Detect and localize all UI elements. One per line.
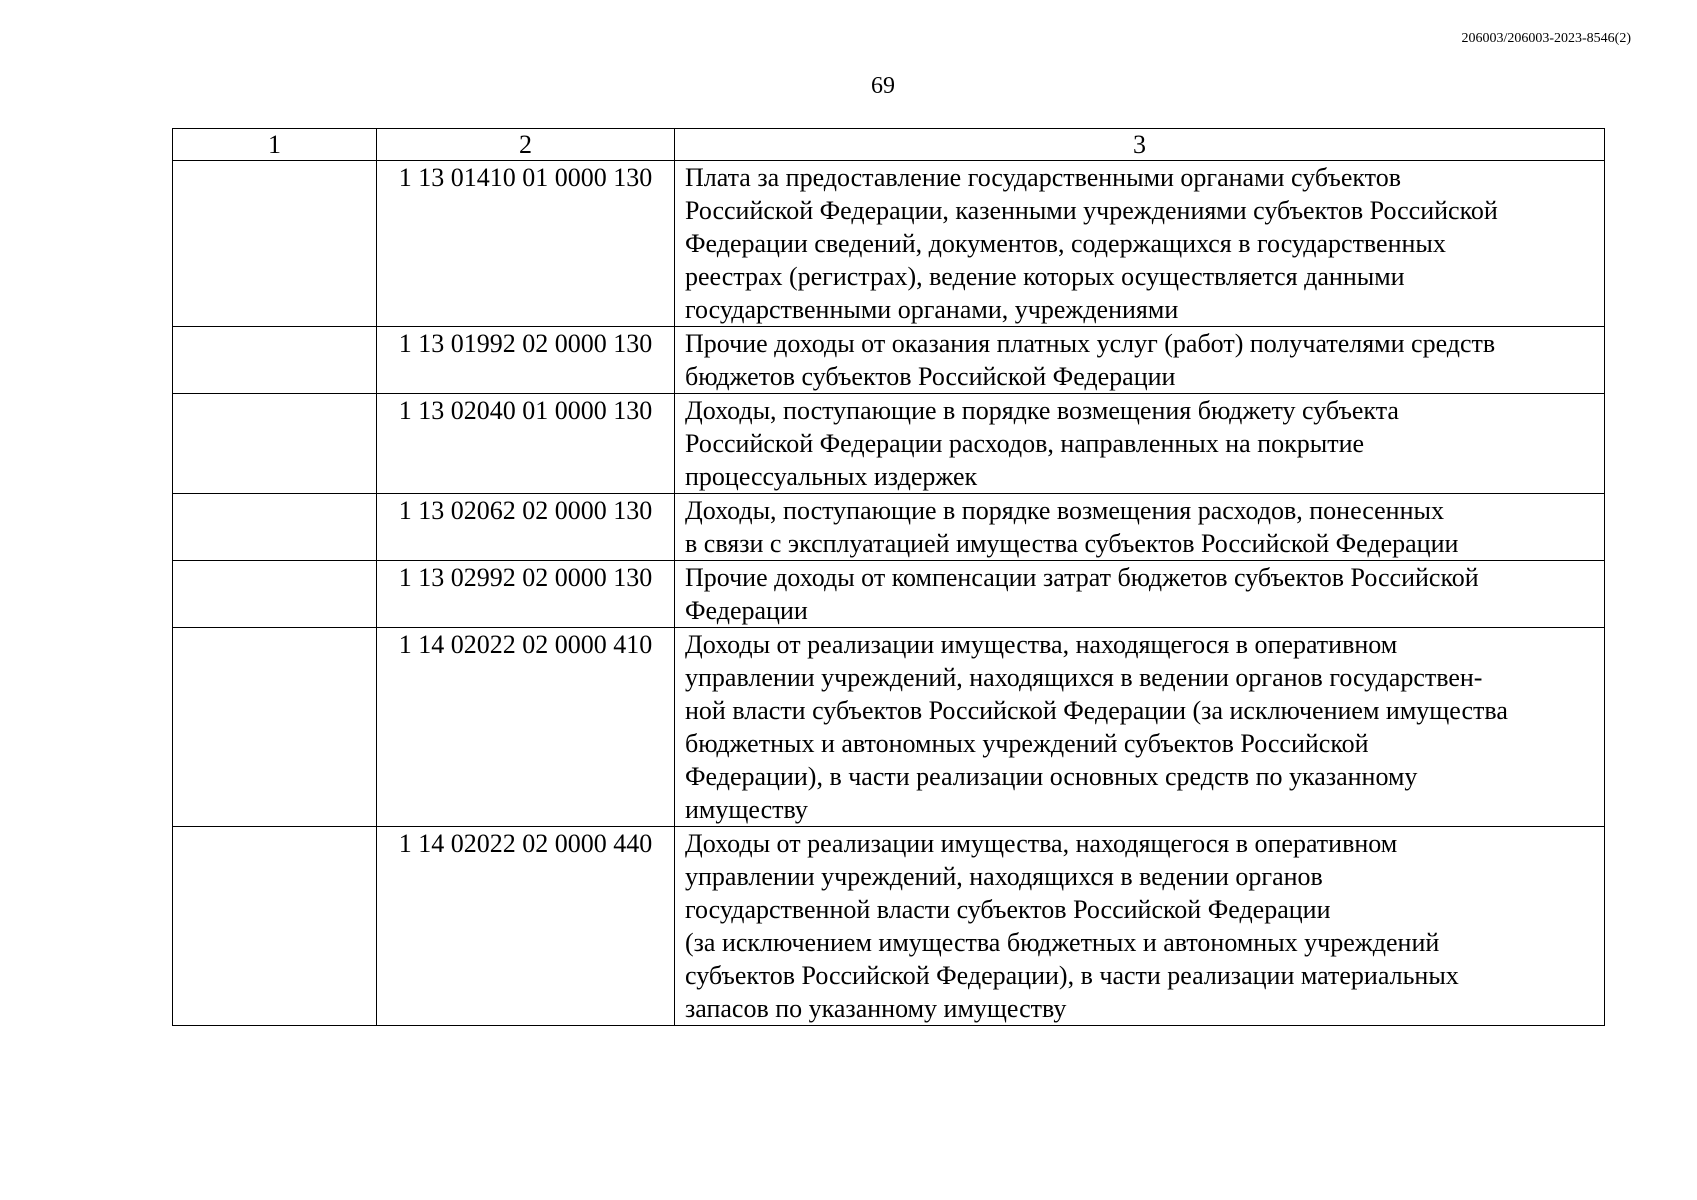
- admin-code-cell: [173, 494, 377, 561]
- document-id: 206003/206003-2023-8546(2): [1461, 31, 1631, 46]
- table-header-row: [173, 129, 1605, 161]
- table-row: [173, 494, 1605, 561]
- table-header: [173, 129, 1605, 161]
- description-cell: Прочие доходы от оказания платных услуг (работ) получателями средств бюджетов субъектов Российской Федерации: [675, 327, 1605, 394]
- table-body: [173, 161, 1605, 1026]
- admin-code-cell: [173, 561, 377, 628]
- description-cell: Доходы, поступающие в порядке возмещения бюджету субъекта Российской Федерации расходов, направленных на покрытие процессуальных издержек: [675, 394, 1605, 494]
- admin-code-cell: [173, 394, 377, 494]
- budget-code-cell: 1 13 01410 01 0000 130: [377, 161, 675, 327]
- description-cell: Доходы от реализации имущества, находящегося в оперативном управлении учреждений, находящихся в ведении органов государственной власти субъектов Российской Федерации (за исключением имущества бюджетных и автономных учреждений субъектов Российской Федерации), в части реализации материальных запасов по указанному имуществу: [675, 827, 1605, 1026]
- budget-code-cell: 1 13 02040 01 0000 130: [377, 394, 675, 494]
- table-row: [173, 394, 1605, 494]
- budget-code-cell: 1 13 02992 02 0000 130: [377, 561, 675, 628]
- column-header-2: 2: [377, 129, 675, 161]
- budget-code-cell: 1 13 01992 02 0000 130: [377, 327, 675, 394]
- page-number: 69: [871, 73, 895, 99]
- description-cell: Доходы, поступающие в порядке возмещения расходов, понесенных в связи с эксплуатацией имущества субъектов Российской Федерации: [675, 494, 1605, 561]
- column-header-3: 3: [675, 129, 1605, 161]
- admin-code-cell: [173, 628, 377, 827]
- description-cell: Доходы от реализации имущества, находящегося в оперативном управлении учреждений, находящихся в ведении органов государствен- ной власти субъектов Российской Федерации (за исключением имущества бюджетных и автономных учреждений субъектов Российской Федерации), в части реализации основных средств по указанному имуществу: [675, 628, 1605, 827]
- admin-code-cell: [173, 827, 377, 1026]
- table-row: [173, 161, 1605, 327]
- revenue-codes-table: [172, 128, 1605, 1026]
- budget-code-cell: 1 14 02022 02 0000 440: [377, 827, 675, 1026]
- table-row: [173, 628, 1605, 827]
- description-cell: Плата за предоставление государственными органами субъектов Российской Федерации, казенными учреждениями субъектов Российской Федерации сведений, документов, содержащихся в государственных реестрах (регистрах), ведение которых осуществляется данными государственными органами, учреждениями: [675, 161, 1605, 327]
- admin-code-cell: [173, 327, 377, 394]
- description-cell: Прочие доходы от компенсации затрат бюджетов субъектов Российской Федерации: [675, 561, 1605, 628]
- table-row: [173, 827, 1605, 1026]
- table-row: [173, 327, 1605, 394]
- budget-code-cell: 1 14 02022 02 0000 410: [377, 628, 675, 827]
- table-row: [173, 561, 1605, 628]
- column-header-1: 1: [173, 129, 377, 161]
- budget-code-cell: 1 13 02062 02 0000 130: [377, 494, 675, 561]
- admin-code-cell: [173, 161, 377, 327]
